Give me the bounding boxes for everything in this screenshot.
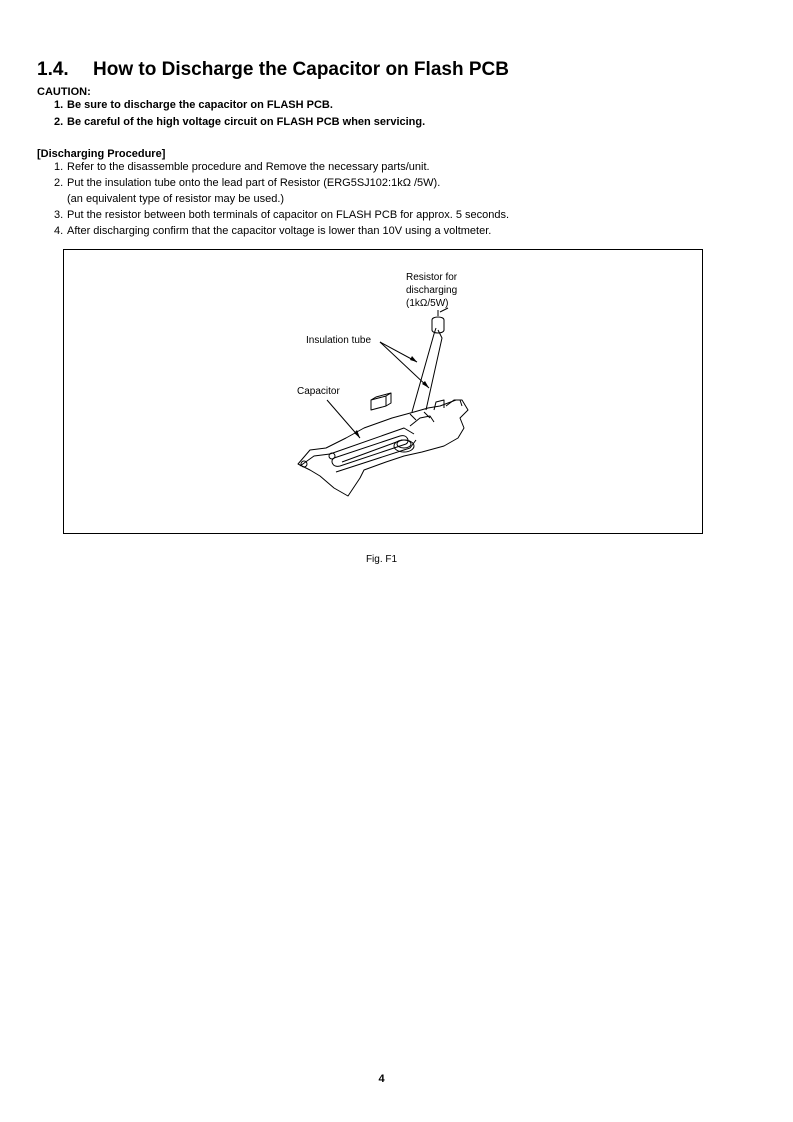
section-heading	[37, 59, 509, 81]
small-component	[371, 393, 391, 410]
insulation-tube-callout: Insulation tube	[306, 335, 372, 346]
figure-caption: Fig. F1	[365, 554, 398, 565]
capacitor-callout: Capacitor	[297, 386, 340, 397]
section-title: How to Discharge the Capacitor on Flash PCB	[93, 59, 509, 80]
procedure-step: 2. Put the insulation tube onto the lead part of Resistor (ERG5SJ102:1kΩ /5W).	[54, 177, 441, 189]
procedure-label: [Discharging Procedure]	[37, 148, 166, 160]
section-number: 1.4.	[37, 59, 69, 80]
procedure-step: 3. Put the resistor between both terminals of capacitor on FLASH PCB for approx. 5 seconds.	[54, 209, 510, 221]
procedure-step: 4. After discharging confirm that the capacitor voltage is lower than 10V using a voltmeter.	[54, 225, 492, 237]
resistor-lead-right	[426, 330, 442, 410]
figure-frame	[63, 249, 703, 534]
resistor-lead-left	[412, 328, 436, 412]
caution-item: 2. Be careful of the high voltage circuit on FLASH PCB when servicing.	[54, 116, 426, 128]
procedure-step-note: (an equivalent type of resistor may be used.)	[67, 193, 285, 205]
pcb-board	[298, 400, 468, 496]
resistor-callout-line1: Resistor for	[406, 272, 458, 283]
page-number: 4	[378, 1073, 385, 1085]
flash-pcb-illustration	[64, 250, 704, 535]
procedure-step: 1. Refer to the disassemble procedure and Remove the necessary parts/unit.	[54, 161, 430, 173]
insulation-leader-2	[380, 342, 429, 388]
resistor-callout-line3: (1kΩ/5W)	[406, 298, 449, 309]
caution-label: CAUTION:	[37, 86, 91, 98]
caution-item: 1. Be sure to discharge the capacitor on FLASH PCB.	[54, 99, 333, 111]
resistor-callout-line2: discharging	[406, 285, 458, 296]
